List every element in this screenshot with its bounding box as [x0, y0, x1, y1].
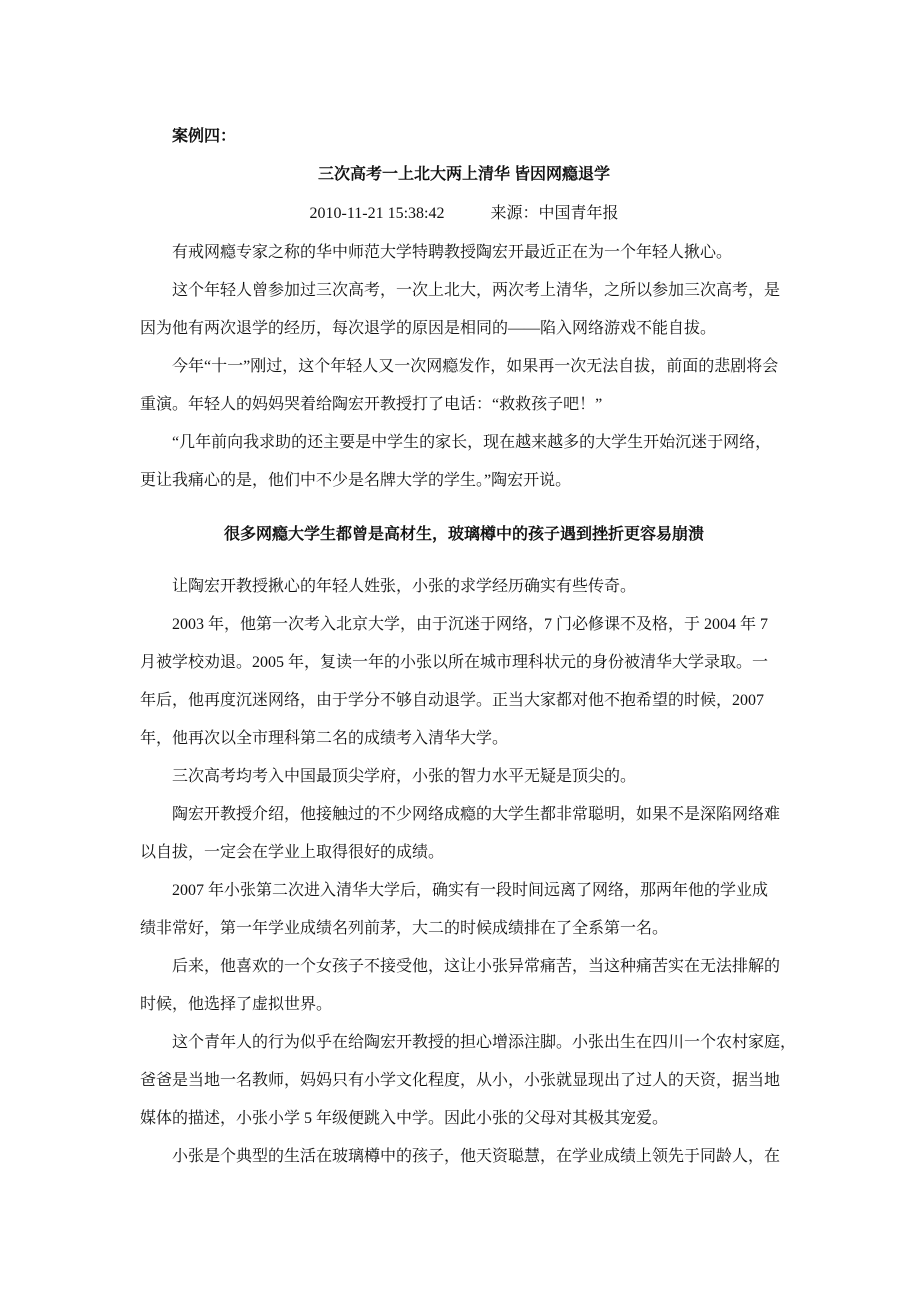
- paragraph-line: 有戒网瘾专家之称的华中师范大学特聘教授陶宏开最近正在为一个年轻人揪心。: [172, 244, 733, 261]
- paragraph-line: 今年“十一”刚过，这个年轻人又一次网瘾发作，如果再一次无法自拔，前面的悲剧将会: [172, 358, 779, 375]
- section-1: [140, 234, 788, 500]
- paragraph-line: 绩非常好，第一年学业成绩名列前茅，大二的时候成绩排在了全系第一名。: [140, 920, 669, 937]
- paragraph-line: 2003 年，他第一次考入北京大学，由于沉迷于网络，7 门必修课不及格，于 2004 年 7: [172, 616, 769, 633]
- case-label: 案例四：: [172, 128, 237, 145]
- paragraph-line: 以自拔，一定会在学业上取得很好的成绩。: [140, 844, 445, 861]
- paragraph: [140, 424, 788, 500]
- article-meta: [140, 201, 788, 227]
- paragraph-line: 时候，他选择了虚拟世界。: [140, 996, 333, 1013]
- paragraph-line: 这个青年人的行为似乎在给陶宏开教授的担心增添注脚。小张出生在四川一个农村家庭，: [172, 1034, 797, 1051]
- paragraph-line: 这个年轻人曾参加过三次高考，一次上北大，两次考上清华，之所以参加三次高考，是: [172, 282, 781, 299]
- paragraph: [140, 948, 788, 1024]
- article-title: 三次高考一上北大两上清华 皆因网瘾退学: [317, 166, 610, 183]
- paragraph: [140, 272, 788, 348]
- paragraph-line: 后来，他喜欢的一个女孩子不接受他，这让小张异常痛苦，当这种痛苦实在无法排解的: [172, 958, 781, 975]
- article-datetime: 2010-11-21 15:38:42: [309, 205, 445, 222]
- paragraph-line: 年后，他再度沉迷网络，由于学分不够自动退学。正当大家都对他不抱希望的时候，2007: [140, 692, 765, 709]
- paragraph-line: 让陶宏开教授揪心的年轻人姓张，小张的求学经历确实有些传奇。: [172, 578, 637, 595]
- paragraph-line: “几年前向我求助的还主要是中学生的家长，现在越来越多的大学生开始沉迷于网络，: [172, 434, 772, 451]
- paragraph-line: 爸爸是当地一名教师，妈妈只有小学文化程度，从小，小张就显现出了过人的天资，据当地: [140, 1072, 781, 1089]
- paragraph: [140, 1138, 788, 1176]
- paragraph: [140, 568, 788, 606]
- paragraph: [140, 872, 788, 948]
- paragraph-line: 陶宏开教授介绍，他接触过的不少网络成瘾的大学生都非常聪明，如果不是深陷网络难: [172, 806, 781, 823]
- paragraph-line: 月被学校劝退。2005 年，复读一年的小张以所在城市理科状元的身份被清华大学录取。一: [140, 654, 769, 671]
- paragraph-line: 媒体的描述，小张小学 5 年级便跳入中学。因此小张的父母对其极其宠爱。: [140, 1110, 669, 1127]
- article-source: 来源：中国青年报: [490, 205, 619, 222]
- paragraph-line: 三次高考均考入中国最顶尖学府，小张的智力水平无疑是顶尖的。: [172, 768, 637, 785]
- section-2: [140, 568, 797, 1176]
- paragraph-line: 重演。年轻人的妈妈哭着给陶宏开教授打了电话：“救救孩子吧！”: [140, 396, 603, 413]
- paragraph: [140, 1024, 797, 1138]
- paragraph: [140, 348, 788, 424]
- paragraph-line: 更让我痛心的是，他们中不少是名牌大学的学生。”陶宏开说。: [140, 472, 572, 489]
- paragraph: [140, 796, 788, 872]
- paragraph-line: 2007 年小张第二次进入清华大学后，确实有一段时间远离了网络，那两年他的学业成: [172, 882, 769, 899]
- paragraph-line: 因为他有两次退学的经历，每次退学的原因是相同的——陷入网络游戏不能自拔。: [140, 320, 717, 337]
- paragraph: [140, 606, 788, 758]
- paragraph-line: 小张是个典型的生活在玻璃樽中的孩子，他天资聪慧，在学业成绩上领先于同龄人，在: [172, 1148, 781, 1165]
- section-subtitle: 很多网瘾大学生都曾是高材生，玻璃樽中的孩子遇到挫折更容易崩溃: [223, 526, 704, 543]
- paragraph: [140, 234, 788, 272]
- paragraph: [140, 758, 788, 796]
- paragraph-line: 年，他再次以全市理科第二名的成绩考入清华大学。: [140, 730, 509, 747]
